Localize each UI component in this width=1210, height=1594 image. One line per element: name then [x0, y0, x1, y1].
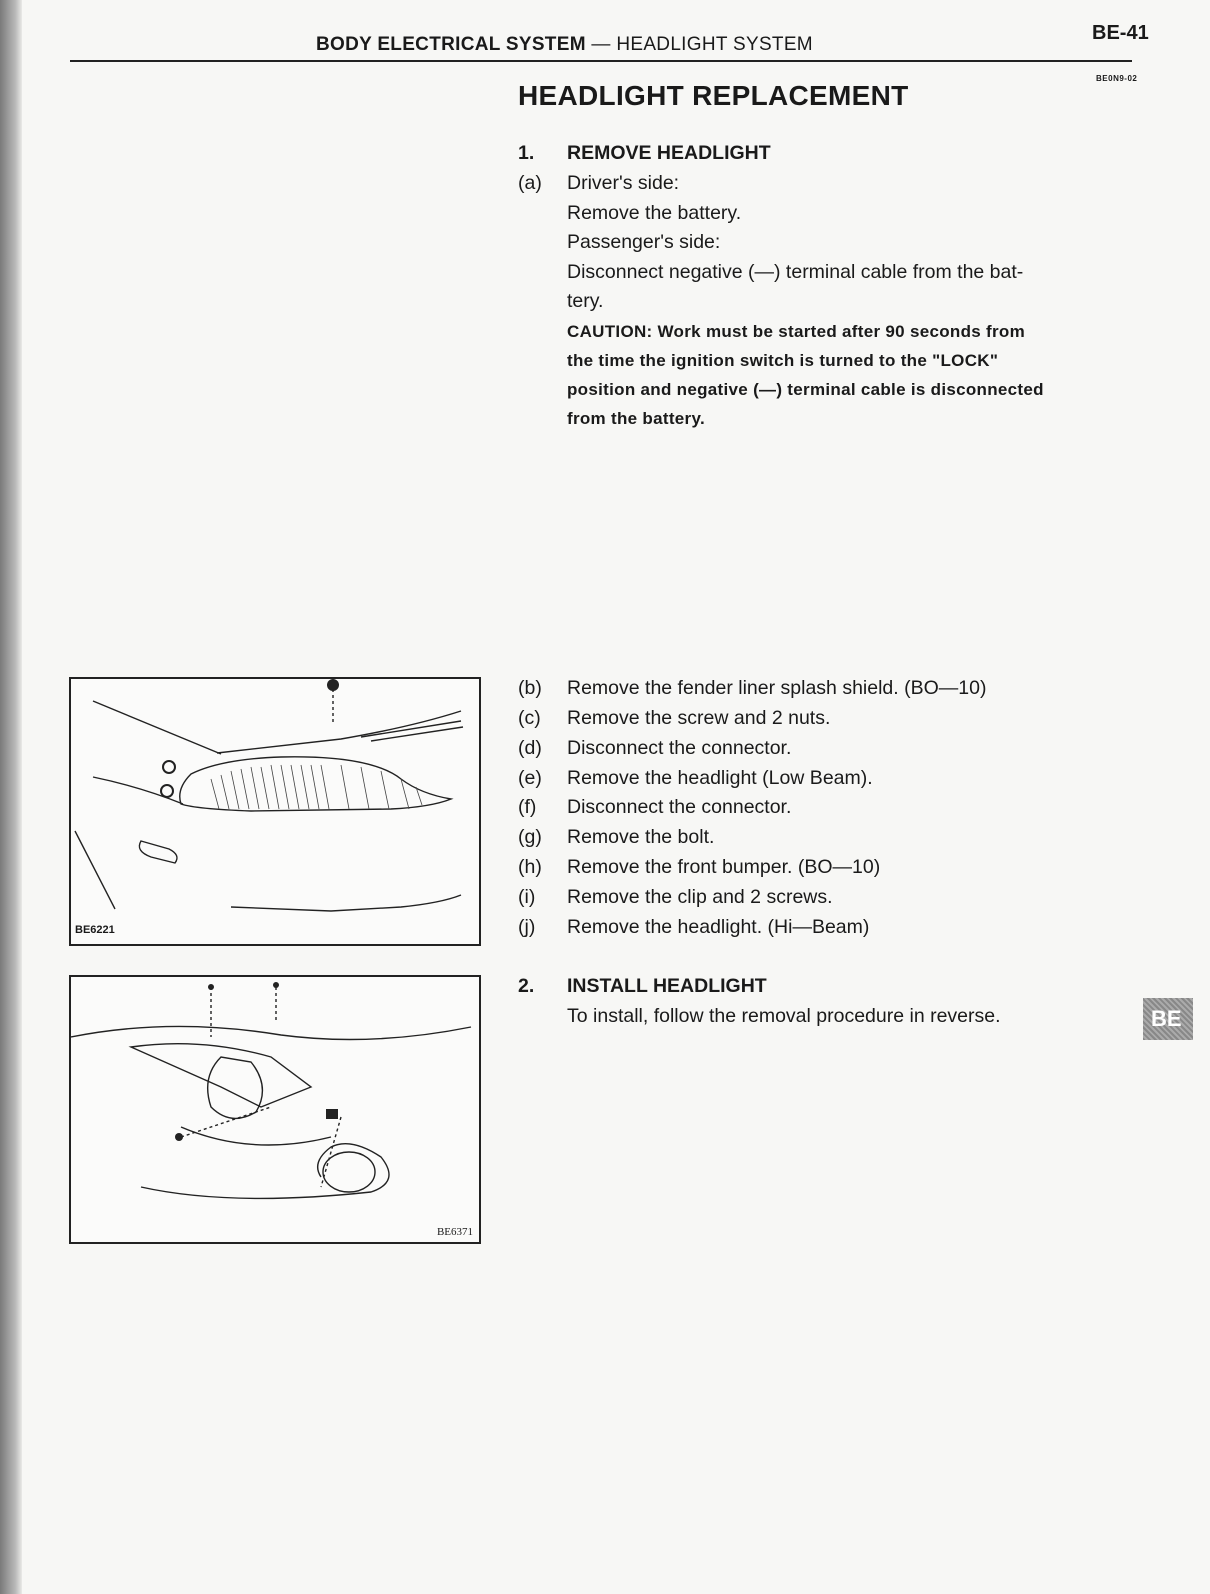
substep-text: Remove the headlight. (Hi—Beam) — [567, 916, 870, 938]
document-code: BE0N9-02 — [1096, 74, 1138, 83]
caution-line: position and negative (—) terminal cable is disconnected — [567, 380, 1044, 399]
substep-text: Remove the headlight (Low Beam). — [567, 767, 873, 789]
substep-label: (j) — [518, 916, 536, 938]
headlight-illustration — [71, 679, 479, 944]
page-binding-edge — [0, 0, 22, 1594]
substep-label: (c) — [518, 707, 541, 729]
step-number: 2. — [518, 975, 535, 997]
substep-text: Disconnect the connector. — [567, 737, 792, 759]
substep-label: (d) — [518, 737, 542, 759]
caution-line: the time the ignition switch is turned to the "LOCK" — [567, 351, 999, 370]
step-text: To install, follow the removal procedure in reverse. — [567, 1005, 1001, 1027]
step-number: 1. — [518, 142, 535, 164]
substep-text: Disconnect negative (—) terminal cable from the bat- — [567, 261, 1024, 283]
substep-label: (h) — [518, 856, 542, 878]
substep-label: (f) — [518, 796, 537, 818]
substep-label: (i) — [518, 886, 536, 908]
substep-label: (e) — [518, 767, 542, 789]
header-subsection: HEADLIGHT SYSTEM — [616, 34, 813, 55]
header-section: BODY ELECTRICAL SYSTEM — [316, 34, 586, 55]
figure-code: BE6371 — [436, 1226, 473, 1238]
hi-beam-illustration — [71, 977, 479, 1242]
substep-text: Disconnect the connector. — [567, 796, 792, 818]
page-title: HEADLIGHT REPLACEMENT — [518, 80, 909, 111]
figure-headlight-low-beam — [69, 677, 481, 946]
section-tab: BE — [1143, 998, 1193, 1040]
substep-text: Remove the bolt. — [567, 826, 715, 848]
step-heading: REMOVE HEADLIGHT — [567, 142, 771, 164]
substep-label: (b) — [518, 677, 542, 699]
substep-text: Remove the fender liner splash shield. (BO—10) — [567, 677, 987, 699]
figure-headlight-hi-beam — [69, 975, 481, 1244]
substep-label: (a) — [518, 172, 542, 194]
substep-text: Passenger's side: — [567, 231, 721, 253]
header-rule — [70, 60, 1132, 62]
substep-text: Remove the clip and 2 screws. — [567, 886, 833, 908]
substep-text: Driver's side: — [567, 172, 680, 194]
substep-text: Remove the screw and 2 nuts. — [567, 707, 831, 729]
substep-text: Remove the battery. — [567, 202, 742, 224]
step-heading: INSTALL HEADLIGHT — [567, 975, 767, 997]
substep-label: (g) — [518, 826, 542, 848]
substep-text: tery. — [567, 290, 604, 312]
page-number: BE-41 — [1092, 22, 1149, 44]
header-separator: — — [591, 34, 611, 55]
running-header — [316, 34, 813, 56]
substep-text: Remove the front bumper. (BO—10) — [567, 856, 881, 878]
caution-line: from the battery. — [567, 409, 705, 428]
figure-code: BE6221 — [75, 924, 115, 936]
caution-line: CAUTION: Work must be started after 90 seconds from — [567, 322, 1026, 341]
